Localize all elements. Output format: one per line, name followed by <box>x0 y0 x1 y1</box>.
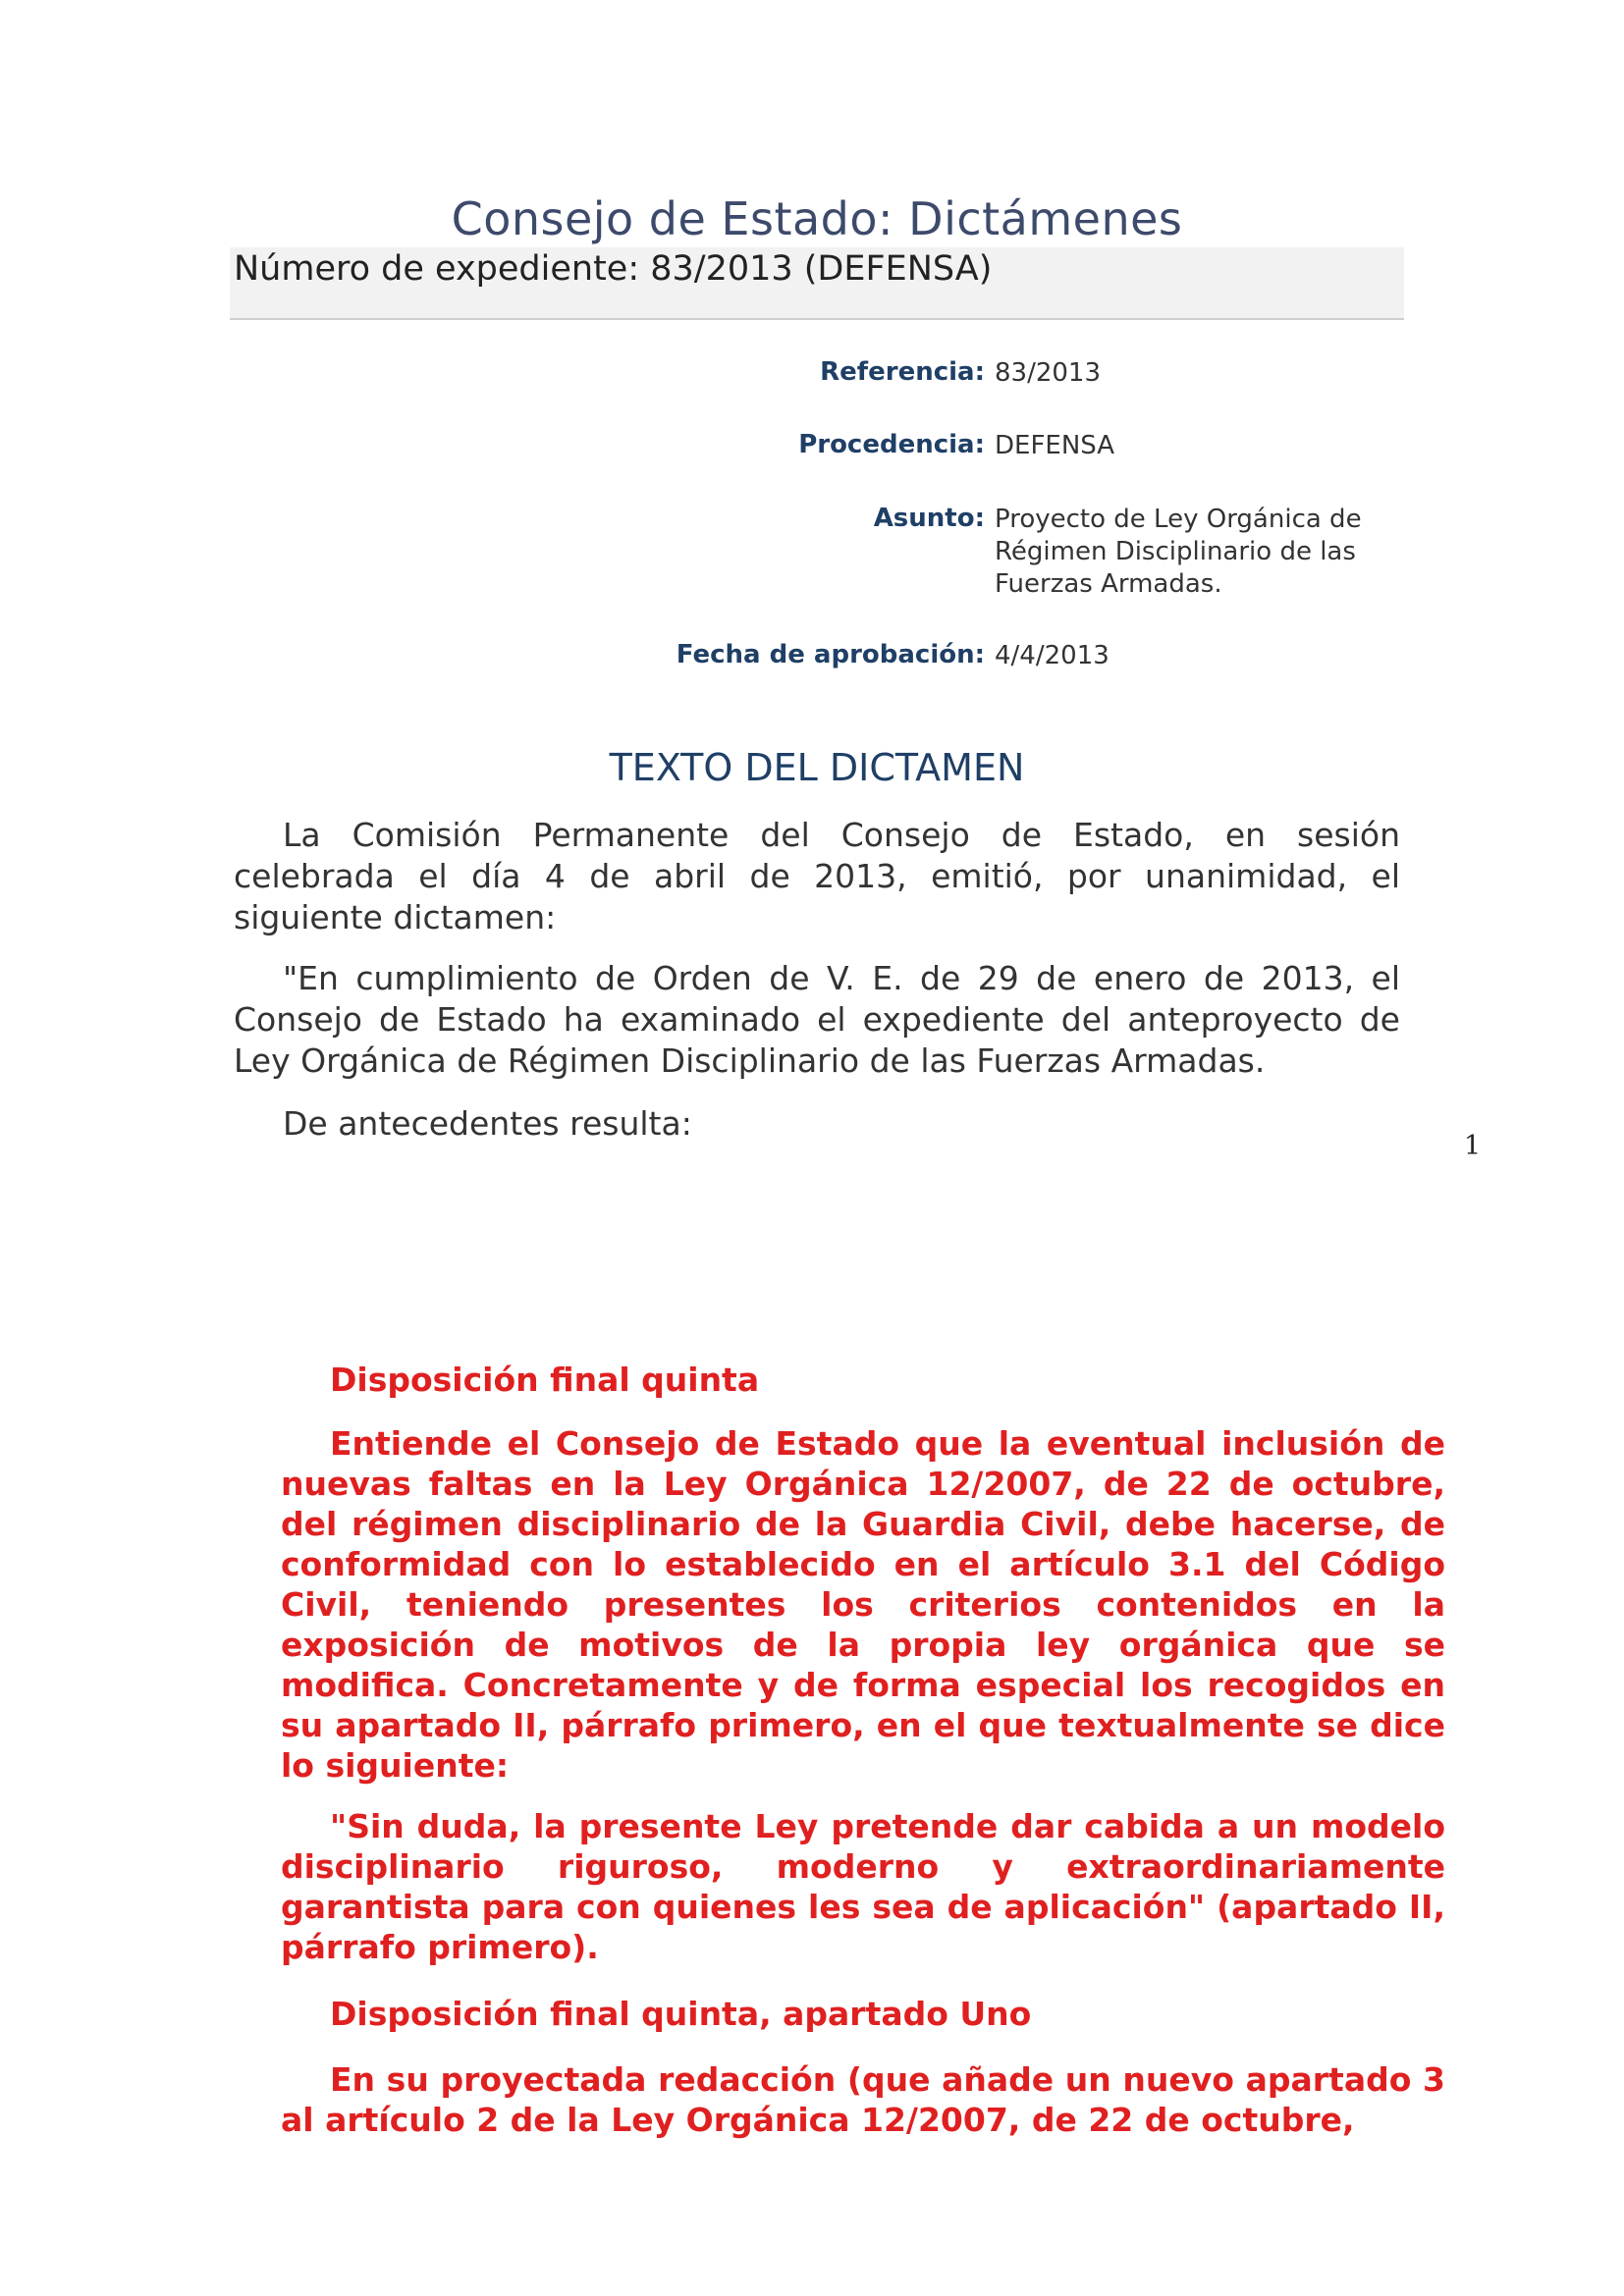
page-number: 1 <box>1464 1131 1482 1161</box>
meta-label-procedencia: Procedencia: <box>798 430 985 459</box>
meta-label-referencia: Referencia: <box>820 357 985 387</box>
meta-label-asunto: Asunto: <box>873 504 985 533</box>
body-paragraph: La Comisión Permanente del Consejo de Estado, en sesión celebrada el día 4 de abril de 2013, emitió, por unanimidad, el siguiente dictamen: <box>234 816 1400 936</box>
expediente-number: Número de expediente: 83/2013 (DEFENSA) <box>234 249 993 289</box>
meta-value-fecha: 4/4/2013 <box>995 641 1110 670</box>
body-paragraph: De antecedentes resulta: <box>283 1104 692 1143</box>
meta-value-referencia: 83/2013 <box>995 358 1102 388</box>
red-heading: Disposición final quinta, apartado Uno <box>330 1995 1032 2033</box>
section-heading: TEXTO DEL DICTAMEN <box>609 746 1025 789</box>
red-heading: Disposición final quinta <box>330 1361 760 1399</box>
page-title: Consejo de Estado: Dictámenes <box>451 192 1183 245</box>
meta-label-fecha: Fecha de aprobación: <box>676 640 985 669</box>
red-paragraph: En su proyectada redacción (que añade un nuevo apartado 3 al artículo 2 de la Ley Orgánica 12/2007, de 22 de octubre, <box>281 2060 1445 2139</box>
meta-value-asunto: Proyecto de Ley Orgánica de Régimen Disciplinario de las Fuerzas Armadas. <box>995 505 1362 599</box>
red-paragraph: Entiende el Consejo de Estado que la eventual inclusión de nuevas faltas en la Ley Orgánica 12/2007, de 22 de octubre, del régimen disciplinario de la Guardia Civil, debe hacerse, de conformidad con lo establecido en el artículo 3.1 del Código Civil, teniendo presentes los criterios contenidos en la exposición de motivos de la propia ley orgánica que se modifica. Concretamente y de forma especial los recogidos en su apartado II, párrafo primero, en el que textualmente se dice lo siguiente: <box>281 1424 1445 1785</box>
red-paragraph: "Sin duda, la presente Ley pretende dar cabida a un modelo disciplinario riguroso, moderno y extraordinariamente garantista para con quienes les sea de aplicación" (apartado II, párrafo primero). <box>281 1807 1445 1966</box>
body-paragraph: "En cumplimiento de Orden de V. E. de 29 de enero de 2013, el Consejo de Estado ha examinado el expediente del anteproyecto de Ley Orgánica de Régimen Disciplinario de las Fuerzas Armadas. <box>234 959 1400 1080</box>
meta-value-procedencia: DEFENSA <box>995 431 1115 460</box>
